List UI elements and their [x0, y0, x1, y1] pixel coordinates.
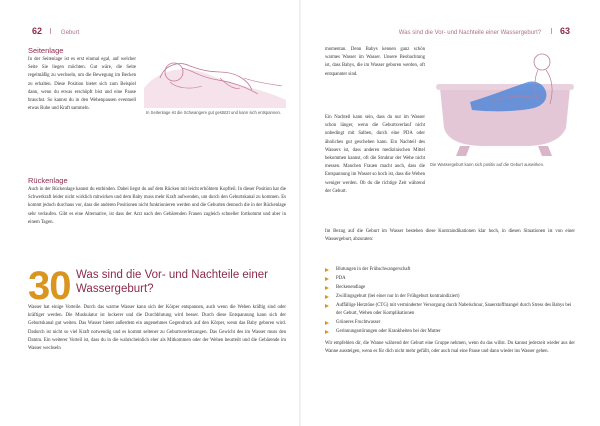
list-item: Gerinnungsstörungen oder Krankheiten bei der Mutter: [325, 328, 575, 336]
left-figure-caption: In Seitenlage ist die Schwangere gut gestützt und kann sich entspannen.: [146, 110, 282, 115]
conditions-text: Im Bezug auf die Geburt im Wasser bestehen diese Kontraindikationen klar hoch, in diesen Situationen ist von einer Wassergeburt, abzuraten:: [325, 229, 575, 243]
left-folio: [32, 21, 79, 39]
triangle-bullet-icon: [325, 321, 329, 325]
triangle-bullet-icon: [325, 268, 329, 272]
triangle-bullet-icon: [325, 277, 329, 281]
bathtub-illustration: [430, 42, 578, 158]
triangle-bullet-icon: [325, 295, 329, 299]
right-running-head: Was sind die Vor- und Nachteile einer Wassergeburt?: [398, 30, 542, 36]
rueckenlage-text: Auch in der Rückenlage kannst du entbinden. Dabei liegst du auf dem Rücken mit leicht erhöhtem Kopfteil. In dieser Position hat die Schwerkraft leider nicht wirklich mitwirken und dem Baby muss mehr Kraft aufwenden, um durch den Geburtskanal zu kommen. Es kommt jedoch durchaus vor, dass die anderen Positionen nicht funktionieren werden und die Geburten dennoch die in der Rückenlage sehr verlaufen. Gibt es eine Alternative, ist dass der Arzt nach den Gebärenden Frauen zugleich schneller fortkommt und aber in einem Tagen.: [28, 187, 286, 225]
right-page-number: 63: [559, 26, 570, 36]
rueckenlage-heading: Rückenlage: [28, 176, 68, 185]
question-title: Was sind die Vor- und Nachteile einer Wassergeburt?: [76, 269, 268, 295]
list-item: PDA: [325, 275, 575, 283]
question-number: 30: [28, 264, 71, 308]
answer-text: Wasser hat einige Vorteile. Durch das warme Wasser kann sich der Körper entspannen, auch wenn die Wehen kräftig sind oder kräftiger werden. Die Muskulatur ist lockerer und die Durchblutung wird besser. Durch diese Entspannung kann sich der Geburtskanal gut weiten. Das Wasser bietet außerdem ein angenehmes Gegendruck auf den Körper, wenn das Baby geboren wird. Dadurch ist nicht so viel Kraft notwendig und es kommt seltener zu Geburtsverletzungen. Das Gewicht des im Wasser muss den Damm. Ein weiterer Vorteil ist, dass du in die wahrscheinlich eher als Mitkommen oder der Wehen beurteilt und die Gebärende im Wasser wechseln: [28, 305, 286, 352]
left-running-head: Geburt: [60, 30, 80, 36]
list-item: Auffällige Herztöne (CTG) mit verminderter Versorgung durch Nabelschnur, Sauerstoffmangel durch Stress des Babys bei der Geburt, Wehen oder Komplikationen: [325, 302, 575, 318]
side-lying-illustration: [140, 42, 290, 108]
closing-text: Wir empfehlen dir, die Wanne während der Geburt eine Gruppe nehmen, wenn du das willst. Du kannst jederzeit wieder aus der Wanne aussteigen, wenn es für dich nicht mehr gefällt, oder auch mal eine Pause und dann wieder ins Wasser gehen.: [325, 341, 575, 355]
right-intro-text-2: Ein Nachteil kann sein, dass du nur im Wasser schon länger, wenn die Geburtsverlauf nicht unbedingt mit Salben, durch eine PDA oder ähnliches gut geschehen kann. Ein Nachteil des Wassers ist, dass anderen medizinischen Mittel bekommen kannst, oft die Struktur der Wehe nicht messen. Manchen Frauen macht auch, dass die Entspannung im Wasser so hoch ist, dass die Wehen weniger werden. Ob du die richtige Zeit während der Geburt.: [325, 115, 425, 194]
list-item: Grüneres Fruchtwasser: [325, 319, 575, 327]
contraindications-list: [325, 266, 575, 337]
triangle-bullet-icon: [325, 304, 329, 308]
right-folio: [399, 21, 570, 39]
left-page-number: 62: [32, 26, 43, 36]
list-item: Zwillingsgeburt (bei einer nur in der Frühgeburt kontraindiziert): [325, 293, 575, 301]
triangle-bullet-icon: [325, 286, 329, 290]
seitenlage-heading: Seitenlage: [28, 46, 64, 55]
seitenlage-text: In der Seitenlage ist es erst einmal egal, auf welcher Seite Sie liegen möchten. Gut wäre, die Seite regelmäßig zu wechseln, um die Bewegung im Becken zu erhalten. Diese Position bietet sich zum Beispiel dann, wenn du etwas erschöpft bist und eine Pause brauchst. So kannst du in den Wehenpausen eventuell etwas Ruhe und Kraft sammeln.: [28, 57, 136, 112]
list-item: Blutungen in der Frühschwangerschaft: [325, 266, 575, 274]
list-item: Beckenendlage: [325, 284, 575, 292]
right-intro-text: momentan. Denn Babys kennen ganz schön warmes Wasser im Wasser. Unsere Beobachtung ist, dass Babys, die im Wasser geboren werden, oft entspannter sind.: [325, 47, 425, 77]
triangle-bullet-icon: [325, 330, 329, 334]
right-figure-caption: Die Wassergeburt kann sich positiv auf die Geburt auswirken.: [430, 162, 545, 167]
